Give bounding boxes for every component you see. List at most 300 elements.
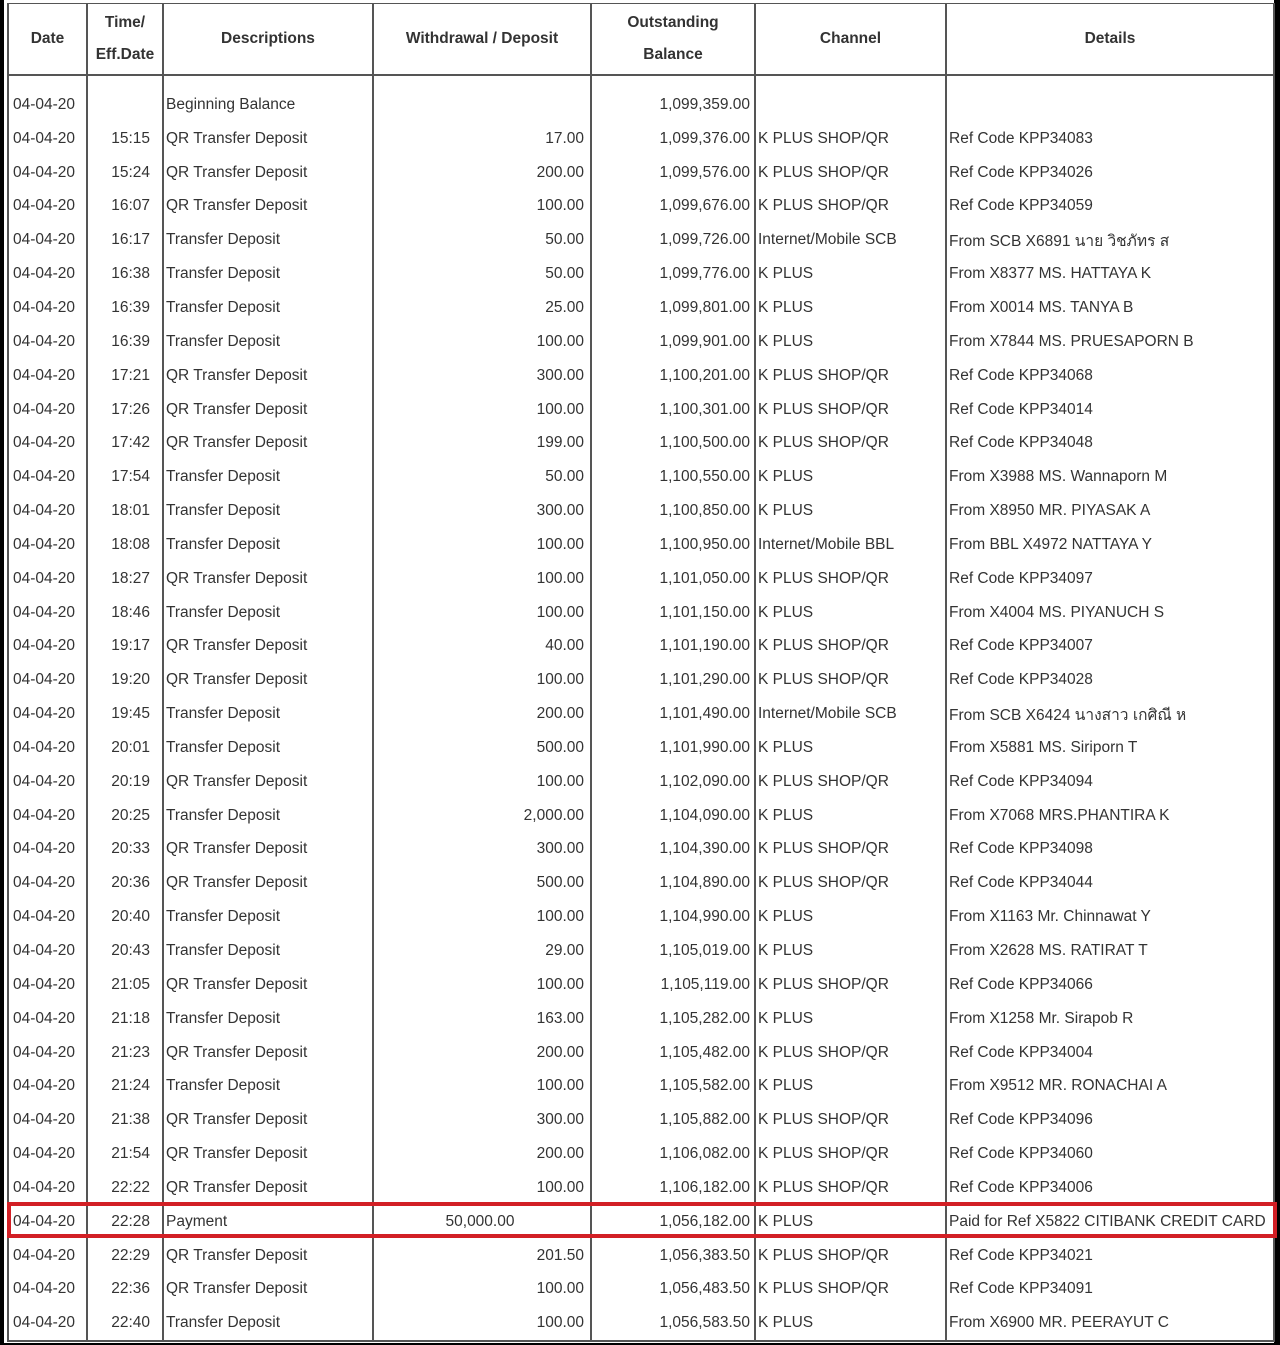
row-date: 04-04-20 <box>8 1205 87 1239</box>
row-balance: 1,099,359.00 <box>591 88 755 122</box>
row-time: 15:15 <box>87 122 163 156</box>
row-date: 04-04-20 <box>8 1069 87 1103</box>
row-amount: 100.00 <box>373 190 591 224</box>
row-channel: K PLUS SHOP/QR <box>755 1103 946 1137</box>
row-channel: K PLUS <box>755 1069 946 1103</box>
row-description: QR Transfer Deposit <box>163 393 373 427</box>
row-time: 22:36 <box>87 1273 163 1307</box>
row-date: 04-04-20 <box>8 88 87 122</box>
row-details: From X8377 MS. HATTAYA K <box>946 257 1274 291</box>
row-time: 16:39 <box>87 325 163 359</box>
row-description: Transfer Deposit <box>163 697 373 731</box>
row-time: 16:39 <box>87 291 163 325</box>
row-channel: K PLUS <box>755 596 946 630</box>
row-time: 18:08 <box>87 528 163 562</box>
table-row <box>8 799 1274 833</box>
row-amount: 201.50 <box>373 1239 591 1273</box>
table-row <box>8 190 1274 224</box>
row-balance: 1,099,776.00 <box>591 257 755 291</box>
row-description: Transfer Deposit <box>163 460 373 494</box>
row-details: From SCB X6891 นาย วิชภัทร ส <box>946 223 1274 257</box>
header-channel: Channel <box>755 4 946 76</box>
row-channel: K PLUS SHOP/QR <box>755 190 946 224</box>
table-row <box>8 528 1274 562</box>
row-channel: K PLUS SHOP/QR <box>755 393 946 427</box>
table-row <box>8 460 1274 494</box>
table-row <box>8 122 1274 156</box>
row-balance: 1,100,301.00 <box>591 393 755 427</box>
table-row <box>8 1171 1274 1205</box>
row-channel: K PLUS SHOP/QR <box>755 1273 946 1307</box>
spacer-row <box>8 75 1274 88</box>
table-row <box>8 426 1274 460</box>
row-details: Ref Code KPP34021 <box>946 1239 1274 1273</box>
row-balance: 1,100,500.00 <box>591 426 755 460</box>
row-channel: K PLUS <box>755 325 946 359</box>
row-channel: K PLUS SHOP/QR <box>755 426 946 460</box>
row-date: 04-04-20 <box>8 833 87 867</box>
table-row <box>8 1103 1274 1137</box>
row-details: From BBL X4972 NATTAYA Y <box>946 528 1274 562</box>
row-channel: K PLUS <box>755 1205 946 1239</box>
row-date: 04-04-20 <box>8 663 87 697</box>
row-amount: 100.00 <box>373 596 591 630</box>
row-time: 20:36 <box>87 866 163 900</box>
row-channel: K PLUS SHOP/QR <box>755 663 946 697</box>
table-row <box>8 663 1274 697</box>
row-description: QR Transfer Deposit <box>163 968 373 1002</box>
row-balance: 1,056,383.50 <box>591 1239 755 1273</box>
row-time: 21:23 <box>87 1036 163 1070</box>
row-balance: 1,099,376.00 <box>591 122 755 156</box>
row-date: 04-04-20 <box>8 1306 87 1341</box>
row-balance: 1,105,119.00 <box>591 968 755 1002</box>
header-balance-line2: Balance <box>643 46 703 63</box>
statement-page <box>4 0 1274 1343</box>
row-details: Ref Code KPP34096 <box>946 1103 1274 1137</box>
row-description: Beginning Balance <box>163 88 373 122</box>
row-channel: K PLUS SHOP/QR <box>755 1239 946 1273</box>
row-time: 20:01 <box>87 731 163 765</box>
row-details: From X6900 MR. PEERAYUT C <box>946 1306 1274 1341</box>
table-row <box>8 562 1274 596</box>
statement-table <box>7 3 1275 1342</box>
row-details: Ref Code KPP34014 <box>946 393 1274 427</box>
row-balance: 1,101,490.00 <box>591 697 755 731</box>
row-channel: K PLUS SHOP/QR <box>755 833 946 867</box>
table-row <box>8 765 1274 799</box>
row-balance: 1,104,990.00 <box>591 900 755 934</box>
row-time: 18:01 <box>87 494 163 528</box>
row-time: 21:18 <box>87 1002 163 1036</box>
row-time: 21:54 <box>87 1137 163 1171</box>
row-channel: K PLUS SHOP/QR <box>755 1171 946 1205</box>
row-amount: 17.00 <box>373 122 591 156</box>
row-balance: 1,099,801.00 <box>591 291 755 325</box>
row-channel: K PLUS SHOP/QR <box>755 630 946 664</box>
row-amount: 300.00 <box>373 1103 591 1137</box>
row-description: Transfer Deposit <box>163 257 373 291</box>
row-description: QR Transfer Deposit <box>163 833 373 867</box>
row-description: QR Transfer Deposit <box>163 866 373 900</box>
row-amount: 50,000.00 <box>373 1205 591 1239</box>
row-amount: 199.00 <box>373 426 591 460</box>
row-amount: 100.00 <box>373 1273 591 1307</box>
table-row <box>8 325 1274 359</box>
row-amount: 500.00 <box>373 866 591 900</box>
row-time: 20:19 <box>87 765 163 799</box>
row-time: 20:43 <box>87 934 163 968</box>
row-time: 18:27 <box>87 562 163 596</box>
table-row <box>8 1306 1274 1341</box>
row-date: 04-04-20 <box>8 494 87 528</box>
header-time-line1: Time/ <box>104 14 146 31</box>
row-date: 04-04-20 <box>8 393 87 427</box>
row-amount: 300.00 <box>373 359 591 393</box>
row-channel: K PLUS <box>755 257 946 291</box>
row-channel: K PLUS SHOP/QR <box>755 765 946 799</box>
row-time: 21:38 <box>87 1103 163 1137</box>
header-balance-line1: Outstanding <box>627 14 719 31</box>
row-date: 04-04-20 <box>8 1171 87 1205</box>
row-details: Ref Code KPP34091 <box>946 1273 1274 1307</box>
row-time: 16:07 <box>87 190 163 224</box>
table-row <box>8 731 1274 765</box>
row-time: 15:24 <box>87 156 163 190</box>
row-date: 04-04-20 <box>8 630 87 664</box>
row-channel: K PLUS SHOP/QR <box>755 359 946 393</box>
table-row <box>8 900 1274 934</box>
row-channel: K PLUS SHOP/QR <box>755 866 946 900</box>
row-date: 04-04-20 <box>8 934 87 968</box>
row-time: 22:40 <box>87 1306 163 1341</box>
table-row-highlighted <box>8 1205 1274 1239</box>
row-details <box>946 88 1274 122</box>
row-description: QR Transfer Deposit <box>163 562 373 596</box>
row-date: 04-04-20 <box>8 1239 87 1273</box>
row-balance: 1,102,090.00 <box>591 765 755 799</box>
row-amount: 2,000.00 <box>373 799 591 833</box>
row-date: 04-04-20 <box>8 697 87 731</box>
row-amount: 100.00 <box>373 900 591 934</box>
row-balance: 1,106,082.00 <box>591 1137 755 1171</box>
row-date: 04-04-20 <box>8 900 87 934</box>
row-description: QR Transfer Deposit <box>163 1137 373 1171</box>
row-details: From X7068 MRS.PHANTIRA K <box>946 799 1274 833</box>
row-time: 18:46 <box>87 596 163 630</box>
row-date: 04-04-20 <box>8 223 87 257</box>
row-channel: K PLUS SHOP/QR <box>755 968 946 1002</box>
row-details: From X2628 MS. RATIRAT T <box>946 934 1274 968</box>
row-details: Ref Code KPP34044 <box>946 866 1274 900</box>
row-balance: 1,056,583.50 <box>591 1306 755 1341</box>
row-time: 17:26 <box>87 393 163 427</box>
row-description: QR Transfer Deposit <box>163 765 373 799</box>
row-channel: Internet/Mobile BBL <box>755 528 946 562</box>
row-time: 20:40 <box>87 900 163 934</box>
table-row <box>8 866 1274 900</box>
row-amount: 500.00 <box>373 731 591 765</box>
row-details: From X7844 MS. PRUESAPORN B <box>946 325 1274 359</box>
row-balance: 1,105,882.00 <box>591 1103 755 1137</box>
row-description: Transfer Deposit <box>163 325 373 359</box>
row-balance: 1,100,850.00 <box>591 494 755 528</box>
row-details: Ref Code KPP34026 <box>946 156 1274 190</box>
row-balance: 1,056,483.50 <box>591 1273 755 1307</box>
row-channel: K PLUS <box>755 934 946 968</box>
row-balance: 1,056,182.00 <box>591 1205 755 1239</box>
row-balance: 1,101,050.00 <box>591 562 755 596</box>
table-row <box>8 630 1274 664</box>
table-row <box>8 1273 1274 1307</box>
row-description: QR Transfer Deposit <box>163 1273 373 1307</box>
header-time <box>87 4 163 76</box>
row-balance: 1,099,901.00 <box>591 325 755 359</box>
row-amount: 40.00 <box>373 630 591 664</box>
row-date: 04-04-20 <box>8 799 87 833</box>
row-time: 17:21 <box>87 359 163 393</box>
row-date: 04-04-20 <box>8 968 87 1002</box>
row-balance: 1,100,201.00 <box>591 359 755 393</box>
row-details: From X3988 MS. Wannaporn M <box>946 460 1274 494</box>
row-channel: K PLUS <box>755 1306 946 1341</box>
row-channel: K PLUS <box>755 731 946 765</box>
row-amount: 100.00 <box>373 1306 591 1341</box>
row-date: 04-04-20 <box>8 257 87 291</box>
row-details: Ref Code KPP34083 <box>946 122 1274 156</box>
row-details: From X1258 Mr. Sirapob R <box>946 1002 1274 1036</box>
row-channel: K PLUS <box>755 799 946 833</box>
row-details: Ref Code KPP34004 <box>946 1036 1274 1070</box>
row-amount: 100.00 <box>373 562 591 596</box>
row-details: Ref Code KPP34098 <box>946 833 1274 867</box>
table-row <box>8 359 1274 393</box>
row-description: QR Transfer Deposit <box>163 190 373 224</box>
row-amount: 100.00 <box>373 663 591 697</box>
row-balance: 1,099,676.00 <box>591 190 755 224</box>
row-description: QR Transfer Deposit <box>163 663 373 697</box>
row-time: 22:22 <box>87 1171 163 1205</box>
row-description: Transfer Deposit <box>163 934 373 968</box>
row-date: 04-04-20 <box>8 866 87 900</box>
row-date: 04-04-20 <box>8 1002 87 1036</box>
table-row <box>8 156 1274 190</box>
row-date: 04-04-20 <box>8 359 87 393</box>
row-amount: 100.00 <box>373 1171 591 1205</box>
row-channel: K PLUS <box>755 900 946 934</box>
table-row <box>8 833 1274 867</box>
row-description: Transfer Deposit <box>163 900 373 934</box>
row-date: 04-04-20 <box>8 1137 87 1171</box>
row-channel: K PLUS SHOP/QR <box>755 1137 946 1171</box>
row-details: Paid for Ref X5822 CITIBANK CREDIT CARD <box>946 1205 1274 1239</box>
row-balance: 1,104,090.00 <box>591 799 755 833</box>
row-amount: 50.00 <box>373 257 591 291</box>
header-date: Date <box>8 4 87 76</box>
table-row <box>8 494 1274 528</box>
row-channel <box>755 88 946 122</box>
row-balance: 1,104,890.00 <box>591 866 755 900</box>
table-row <box>8 393 1274 427</box>
header-time-line2: Eff.Date <box>95 46 155 63</box>
row-date: 04-04-20 <box>8 156 87 190</box>
row-amount: 50.00 <box>373 223 591 257</box>
row-time: 17:42 <box>87 426 163 460</box>
row-details: Ref Code KPP34066 <box>946 968 1274 1002</box>
row-details: From X0014 MS. TANYA B <box>946 291 1274 325</box>
row-date: 04-04-20 <box>8 596 87 630</box>
row-amount: 100.00 <box>373 528 591 562</box>
row-amount <box>373 88 591 122</box>
table-row <box>8 1036 1274 1070</box>
row-amount: 200.00 <box>373 156 591 190</box>
row-channel: Internet/Mobile SCB <box>755 697 946 731</box>
table-row <box>8 1069 1274 1103</box>
row-time: 22:28 <box>87 1205 163 1239</box>
row-date: 04-04-20 <box>8 190 87 224</box>
table-row <box>8 934 1274 968</box>
row-time: 20:25 <box>87 799 163 833</box>
row-date: 04-04-20 <box>8 765 87 799</box>
row-time: 20:33 <box>87 833 163 867</box>
row-description: Transfer Deposit <box>163 528 373 562</box>
row-details: From SCB X6424 นางสาว เกศิณี ห <box>946 697 1274 731</box>
row-amount: 100.00 <box>373 325 591 359</box>
row-date: 04-04-20 <box>8 122 87 156</box>
row-balance: 1,106,182.00 <box>591 1171 755 1205</box>
row-balance: 1,101,190.00 <box>591 630 755 664</box>
row-date: 04-04-20 <box>8 731 87 765</box>
row-amount: 50.00 <box>373 460 591 494</box>
header-amount: Withdrawal / Deposit <box>373 4 591 76</box>
row-date: 04-04-20 <box>8 1103 87 1137</box>
row-balance: 1,099,726.00 <box>591 223 755 257</box>
row-details: From X1163 Mr. Chinnawat Y <box>946 900 1274 934</box>
row-amount: 29.00 <box>373 934 591 968</box>
row-amount: 200.00 <box>373 1036 591 1070</box>
table-row <box>8 1002 1274 1036</box>
header-description: Descriptions <box>163 4 373 76</box>
row-description: Transfer Deposit <box>163 1069 373 1103</box>
row-channel: Internet/Mobile SCB <box>755 223 946 257</box>
row-description: QR Transfer Deposit <box>163 359 373 393</box>
row-details: From X5881 MS. Siriporn T <box>946 731 1274 765</box>
table-row <box>8 223 1274 257</box>
row-balance: 1,101,290.00 <box>591 663 755 697</box>
row-balance: 1,105,482.00 <box>591 1036 755 1070</box>
row-date: 04-04-20 <box>8 291 87 325</box>
row-amount: 100.00 <box>373 765 591 799</box>
row-date: 04-04-20 <box>8 528 87 562</box>
table-row <box>8 1137 1274 1171</box>
row-details: Ref Code KPP34059 <box>946 190 1274 224</box>
row-amount: 25.00 <box>373 291 591 325</box>
row-amount: 200.00 <box>373 697 591 731</box>
row-channel: K PLUS <box>755 291 946 325</box>
row-balance: 1,099,576.00 <box>591 156 755 190</box>
row-time: 21:24 <box>87 1069 163 1103</box>
header-details: Details <box>946 4 1274 76</box>
row-description: QR Transfer Deposit <box>163 1103 373 1137</box>
table-row <box>8 88 1274 122</box>
row-amount: 163.00 <box>373 1002 591 1036</box>
row-time: 22:29 <box>87 1239 163 1273</box>
row-description: QR Transfer Deposit <box>163 1171 373 1205</box>
row-time: 16:17 <box>87 223 163 257</box>
row-balance: 1,105,582.00 <box>591 1069 755 1103</box>
row-description: QR Transfer Deposit <box>163 122 373 156</box>
row-date: 04-04-20 <box>8 460 87 494</box>
row-balance: 1,101,150.00 <box>591 596 755 630</box>
row-channel: K PLUS <box>755 1002 946 1036</box>
row-date: 04-04-20 <box>8 1036 87 1070</box>
row-date: 04-04-20 <box>8 562 87 596</box>
row-time: 19:20 <box>87 663 163 697</box>
row-description: QR Transfer Deposit <box>163 426 373 460</box>
row-time: 17:54 <box>87 460 163 494</box>
table-row <box>8 291 1274 325</box>
row-channel: K PLUS SHOP/QR <box>755 156 946 190</box>
row-amount: 300.00 <box>373 833 591 867</box>
row-balance: 1,105,282.00 <box>591 1002 755 1036</box>
row-amount: 100.00 <box>373 1069 591 1103</box>
row-balance: 1,101,990.00 <box>591 731 755 765</box>
row-details: Ref Code KPP34048 <box>946 426 1274 460</box>
row-description: Transfer Deposit <box>163 1306 373 1341</box>
row-channel: K PLUS SHOP/QR <box>755 1036 946 1070</box>
row-details: Ref Code KPP34068 <box>946 359 1274 393</box>
row-details: Ref Code KPP34006 <box>946 1171 1274 1205</box>
table-row <box>8 596 1274 630</box>
row-channel: K PLUS <box>755 460 946 494</box>
row-amount: 100.00 <box>373 393 591 427</box>
row-time: 19:45 <box>87 697 163 731</box>
row-description: Transfer Deposit <box>163 291 373 325</box>
table-body <box>8 75 1274 1341</box>
row-details: From X8950 MR. PIYASAK A <box>946 494 1274 528</box>
row-balance: 1,104,390.00 <box>591 833 755 867</box>
row-details: Ref Code KPP34097 <box>946 562 1274 596</box>
row-time <box>87 88 163 122</box>
row-description: QR Transfer Deposit <box>163 1239 373 1273</box>
row-details: Ref Code KPP34094 <box>946 765 1274 799</box>
row-amount: 100.00 <box>373 968 591 1002</box>
table-header <box>8 4 1274 76</box>
row-channel: K PLUS SHOP/QR <box>755 122 946 156</box>
row-description: QR Transfer Deposit <box>163 1036 373 1070</box>
row-balance: 1,105,019.00 <box>591 934 755 968</box>
row-description: QR Transfer Deposit <box>163 630 373 664</box>
row-description: QR Transfer Deposit <box>163 156 373 190</box>
row-details: Ref Code KPP34060 <box>946 1137 1274 1171</box>
table-row <box>8 697 1274 731</box>
table-row <box>8 257 1274 291</box>
table-row <box>8 1239 1274 1273</box>
row-description: Transfer Deposit <box>163 596 373 630</box>
row-balance: 1,100,950.00 <box>591 528 755 562</box>
row-description: Transfer Deposit <box>163 494 373 528</box>
row-details: From X9512 MR. RONACHAI A <box>946 1069 1274 1103</box>
row-balance: 1,100,550.00 <box>591 460 755 494</box>
row-time: 21:05 <box>87 968 163 1002</box>
row-date: 04-04-20 <box>8 325 87 359</box>
row-details: Ref Code KPP34028 <box>946 663 1274 697</box>
row-description: Payment <box>163 1205 373 1239</box>
row-description: Transfer Deposit <box>163 799 373 833</box>
row-date: 04-04-20 <box>8 426 87 460</box>
row-amount: 200.00 <box>373 1137 591 1171</box>
row-description: Transfer Deposit <box>163 223 373 257</box>
